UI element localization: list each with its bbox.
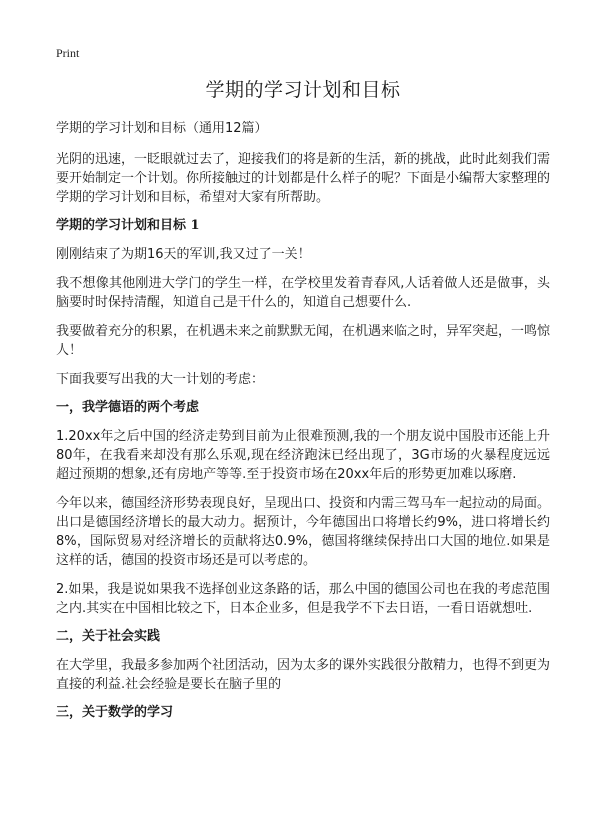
paragraph-accumulation: 我要做着充分的积累，在机遇未来之前默默无闻，在机遇来临之时，异军突起，一鸣惊人！ bbox=[56, 324, 551, 358]
paragraph-clubs: 在大学里，我最多参加两个社团活动，因为太多的课外实践很分散精力，也得不到更为直接的利益.社会经验是要长在脑子里的 bbox=[56, 658, 551, 692]
section-heading-1: 学期的学习计划和目标 1 bbox=[56, 218, 200, 233]
print-link[interactable]: Print bbox=[56, 46, 80, 60]
page-title: 学期的学习计划和目标 bbox=[205, 79, 401, 101]
paragraph-plan-intro: 下面我要写出我的大一计划的考虑： bbox=[56, 372, 265, 387]
paragraph-military-training: 刚刚结束了为期16天的军训,我又过了一关！ bbox=[56, 247, 311, 262]
heading-social-practice: 二，关于社会实践 bbox=[56, 629, 161, 644]
heading-german-study: 一，我学德语的两个考虑 bbox=[56, 400, 200, 415]
paragraph-german-economy: 今年以来，德国经济形势表现良好，呈现出口、投资和内需三驾马车一起拉动的局面。出口是德国经济增长的最大动力。据预计，今年德国出口将增长约9%，进口将增长约8%，国际贸易对经济增长的贡献将达0.9%，德国将继续保持出口大国的地位.如果是这样的话，德国的投资市场还是可以考虑的。 bbox=[56, 496, 551, 568]
paragraph-economy: 1.20xx年之后中国的经济走势到目前为止很难预测,我的一个朋友说中国股市还能上升80年，在我看来却没有那么乐观,现在经济跑沫已经出现了，3G市场的火暴程度远远超过预期的想象,还有房地产等等.至于投资市场在20xx年后的形势更加难以琢磨. bbox=[56, 429, 550, 482]
document-body bbox=[56, 76, 550, 732]
heading-math-study: 三，关于数学的学习 bbox=[56, 705, 174, 720]
paragraph-mindset: 我不想像其他刚进大学门的学生一样，在学校里发着青春风,人话着做人还是做事，头脑要时时保持清醒，知道自己是干什么的，知道自己想要什么. bbox=[56, 276, 550, 310]
document-subtitle: 学期的学习计划和目标（通用12篇） bbox=[56, 121, 268, 136]
intro-paragraph: 光阴的迅速，一眨眼就过去了，迎接我们的将是新的生活，新的挑战，此时此刻我们需要开始制定一个计划。你所接触过的计划都是什么样子的呢？下面是小编帮大家整理的学期的学习计划和目标，希望对大家有所帮助。 bbox=[56, 152, 551, 205]
paragraph-german-companies: 2.如果，我是说如果我不选择创业这条路的话，那么中国的德国公司也在我的考虑范围之内.其实在中国相比较之下，日本企业多，但是我学不下去日语，一看日语就想吐. bbox=[56, 582, 550, 616]
